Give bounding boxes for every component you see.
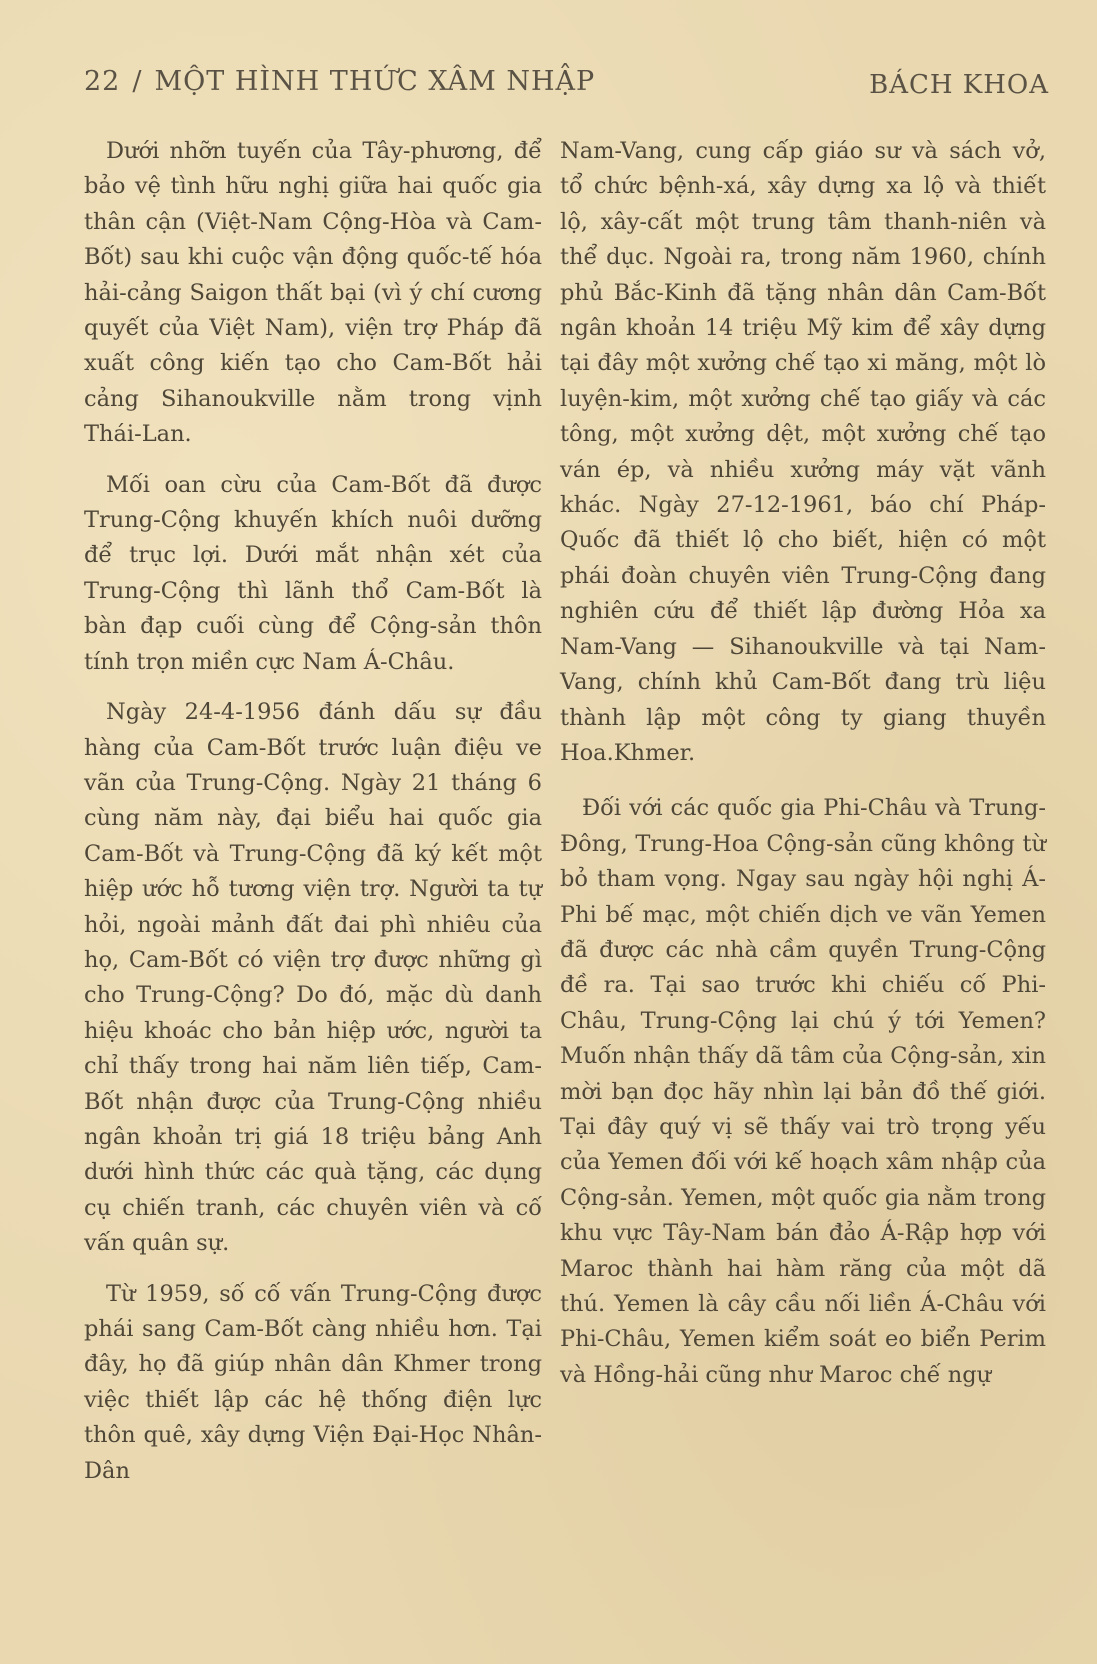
page-number: 22 <box>84 66 121 97</box>
paragraph: Từ 1959, số cố vấn Trung-Cộng được phái sang Cam-Bốt càng nhiều hơn. Tại đây, họ đã giúp nhân dân Khmer trong việc thiết lập các hệ thống điện lực thôn quê, xây dựng Viện Đại-Học Nhân-Dân <box>84 1280 542 1484</box>
page-header <box>84 66 1049 106</box>
right-column <box>560 134 1046 1393</box>
header-separator: / <box>132 66 143 97</box>
running-head-left <box>84 66 595 97</box>
article-title: MỘT HÌNH THỨC XÂM NHẬP <box>154 66 596 97</box>
paragraph-continued: Nam-Vang, cung cấp giáo sư và sách vở, tổ chức bệnh-xá, xây dựng xa lộ và thiết lộ, xây-cất một trung tâm thanh-niên và thể dục. Ngoài ra, trong năm 1960, chính phủ Bắc-Kinh đã tặng nhân dân Cam-Bốt ngân khoản 14 triệu Mỹ kim để xây dựng tại đây một xưởng chế tạo xi măng, một lò luyện-kim, một xưởng chế tạo giấy và các tông, một xưởng dệt, một xưởng chế tạo ván ép, và nhiều xưởng máy vặt vãnh khác. Ngày 27-12-1961, báo chí Pháp-Quốc đã thiết lộ cho biết, hiện có một phái đoàn chuyên viên Trung-Cộng đang nghiên cứu để thiết lập đường Hỏa xa Nam-Vang — Sihanoukville và tại Nam-Vang, chính khủ Cam-Bốt đang trù liệu thành lập một công ty giang thuyền Hoa.Khmer. <box>560 138 1046 766</box>
left-column <box>84 134 542 1489</box>
paragraph: Ngày 24-4-1956 đánh dấu sự đầu hàng của Cam-Bốt trước luận điệu ve vãn của Trung-Cộng. Ngày 21 tháng 6 cùng năm này, đại biểu hai quốc gia Cam-Bốt và Trung-Cộng đã ký kết một hiệp ước hỗ tương viện trợ. Người ta tự hỏi, ngoài mảnh đất đai phì nhiêu của họ, Cam-Bốt có viện trợ được những gì cho Trung-Cộng? Do đó, mặc dù danh hiệu khoác cho bản hiệp ước, người ta chỉ thấy trong hai năm liên tiếp, Cam-Bốt nhận được của Trung-Cộng nhiều ngân khoản trị giá 18 triệu bảng Anh dưới hình thức các quà tặng, các dụng cụ chiến tranh, các chuyên viên và cố vấn quân sự. <box>84 699 542 1257</box>
paragraph: Dưới nhỡn tuyến của Tây-phương, để bảo vệ tình hữu nghị giữa hai quốc gia thân cận (Việt-Nam Cộng-Hòa và Cam-Bốt) sau khi cuộc vận động quốc-tế hóa hải-cảng Saigon thất bại (vì ý chí cương quyết của Việt Nam), viện trợ Pháp đã xuất công kiến tạo cho Cam-Bốt hải cảng Sihanoukville nằm trong vịnh Thái-Lan. <box>84 138 542 448</box>
publication-name: BÁCH KHOA <box>869 70 1049 100</box>
paragraph: Mối oan cừu của Cam-Bốt đã được Trung-Cộng khuyến khích nuôi dưỡng để trục lợi. Dưới mắt nhận xét của Trung-Cộng thì lãnh thổ Cam-Bốt là bàn đạp cuối cùng để Cộng-sản thôn tính trọn miền cực Nam Á-Châu. <box>84 471 542 675</box>
paragraph: Đối với các quốc gia Phi-Châu và Trung-Đông, Trung-Hoa Cộng-sản cũng không từ bỏ tham vọng. Ngay sau ngày hội nghị Á-Phi bế mạc, một chiến dịch ve vãn Yemen đã được các nhà cầm quyền Trung-Cộng đề ra. Tại sao trước khi chiếu cố Phi-Châu, Trung-Cộng lại chú ý tới Yemen? Muốn nhận thấy dã tâm của Cộng-sản, xin mời bạn đọc hãy nhìn lại bản đồ thế giới. Tại đây quý vị sẽ thấy vai trò trọng yếu của Yemen đối với kế hoạch xâm nhập của Cộng-sản. Yemen, một quốc gia nằm trong khu vực Tây-Nam bán đảo Á-Rập hợp với Maroc thành hai hàm răng của một dã thú. Yemen là cây cầu nối liền Á-Châu với Phi-Châu, Yemen kiểm soát eo biển Perim và Hồng-hải cũng như Maroc chế ngự <box>560 795 1046 1388</box>
